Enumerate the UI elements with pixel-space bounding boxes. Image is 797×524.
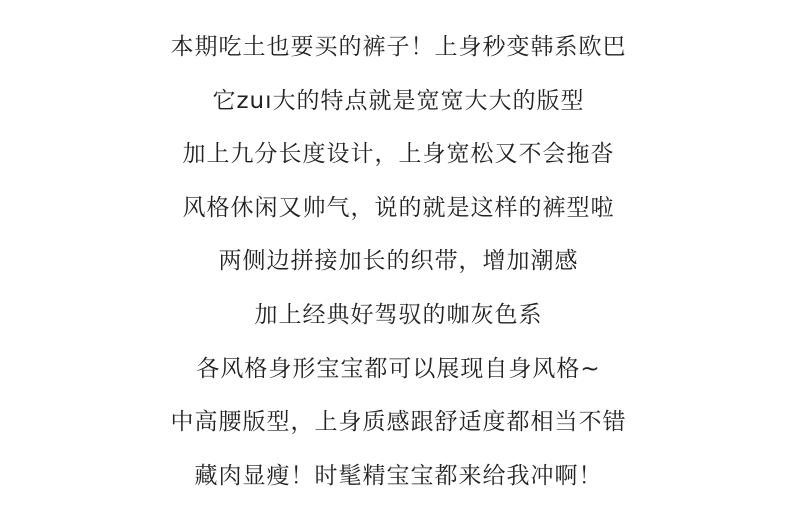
description-line-1: 本期吃土也要买的裤子！上身秒变韩系欧巴 <box>170 34 627 60</box>
description-line-8: 中高腰版型，上身质感跟舒适度都相当不错 <box>170 409 627 436</box>
description-line-7: 各风格身形宝宝都可以展现自身风格~ <box>196 355 601 382</box>
description-line-3: 加上九分长度设计，上身宽松又不会拖沓 <box>182 141 615 168</box>
description-line-5: 两侧边拼接加长的织带，增加潮感 <box>218 248 579 275</box>
description-line-2: 它zuı大的特点就是宽宽大大的版型 <box>212 87 585 114</box>
description-line-9: 藏肉显瘦！时髦精宝宝都来给我冲啊！ <box>194 462 603 489</box>
description-line-4: 风格休闲又帅气，说的就是这样的裤型啦 <box>182 194 615 221</box>
product-description <box>0 21 797 503</box>
description-line-6: 加上经典好驾驭的咖灰色系 <box>254 301 543 328</box>
